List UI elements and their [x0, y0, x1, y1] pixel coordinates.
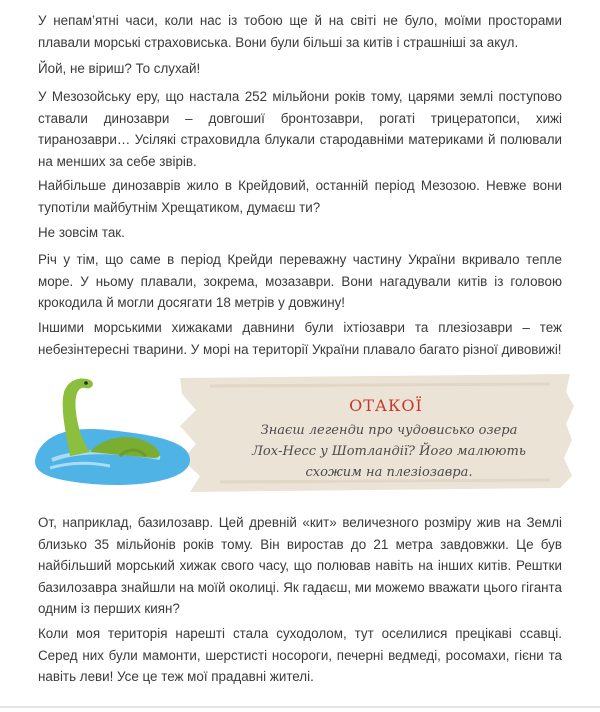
paragraph-exclamation: Йой, не віриш? То слухай!: [38, 61, 201, 76]
page-bottom-divider: [0, 706, 600, 708]
paragraph-cretaceous: Найбільше динозаврів жило в Крейдовий, останній період Мезозою. Невже вони тупотіли майбутнім Хрещатиком, думаєш ти?: [38, 178, 562, 215]
loch-ness-monster-icon: [30, 364, 210, 494]
paragraph-mammals: Коли моя територія нарешті стала суходолом, тут оселилися прецікаві ссавці. Серед них були мамонти, шерстисті носороги, печерні ведмеді, росомахи, гієни та навіть леви! Усе це теж мої прадавні жителі.: [38, 626, 562, 684]
callout-text: Знаєш легенди про чудовисько озера Лох-Несс у Шотландії? Його малюють схожим на плезіозавра.: [252, 423, 526, 480]
paragraph-basilosaurus: От, наприклад, базилозавр. Цей древній «кит» величезного розміру жив на Землі близько 35 мільйонів років тому. Він виростав до 21 метра завдовжки. Це був найбільший морський хижак свого часу, що полював навіть на інших китів. Рештки базилозавра знайшли на моїй околиці. Як гадаєш, ми можемо вважати цього гіганта одним із перших киян?: [38, 515, 562, 616]
fun-fact-callout: [30, 364, 578, 494]
paragraph-not-quite: Не зовсім так.: [38, 225, 125, 240]
paragraph-sea: Річ у тім, що саме в період Крейди переважну частину України вкривало тепле море. У ньому плавали, зокрема, мозазаври. Вони нагадували китів із головою крокодила й могли досягати 18 метрів у довжину!: [38, 252, 562, 310]
paragraph-intro: У непам’ятні часи, коли нас із тобою ще й на світі не було, моїми просторами плавали морські страховиська. Вони були більші за китів і страшніші за акул.: [38, 13, 562, 50]
callout-title: ОТАКОЇ: [349, 396, 423, 415]
paragraph-mesozoic: У Мезозойську еру, що настала 252 мільйони років тому, царями землі поступово ставали динозаври – довгошиї бронтозаври, рогаті трицератопси, хижі тиранозаври… Усілякі страховидла блукали стародавніми материками й полювали на менших за себе звірів.: [38, 89, 562, 169]
paragraph-predators: Іншими морськими хижаками давнини були іхтіозаври та плезіозаври – теж небезінтересні тварини. У морі на території України плавало багато різної дивовижі!: [38, 320, 562, 357]
